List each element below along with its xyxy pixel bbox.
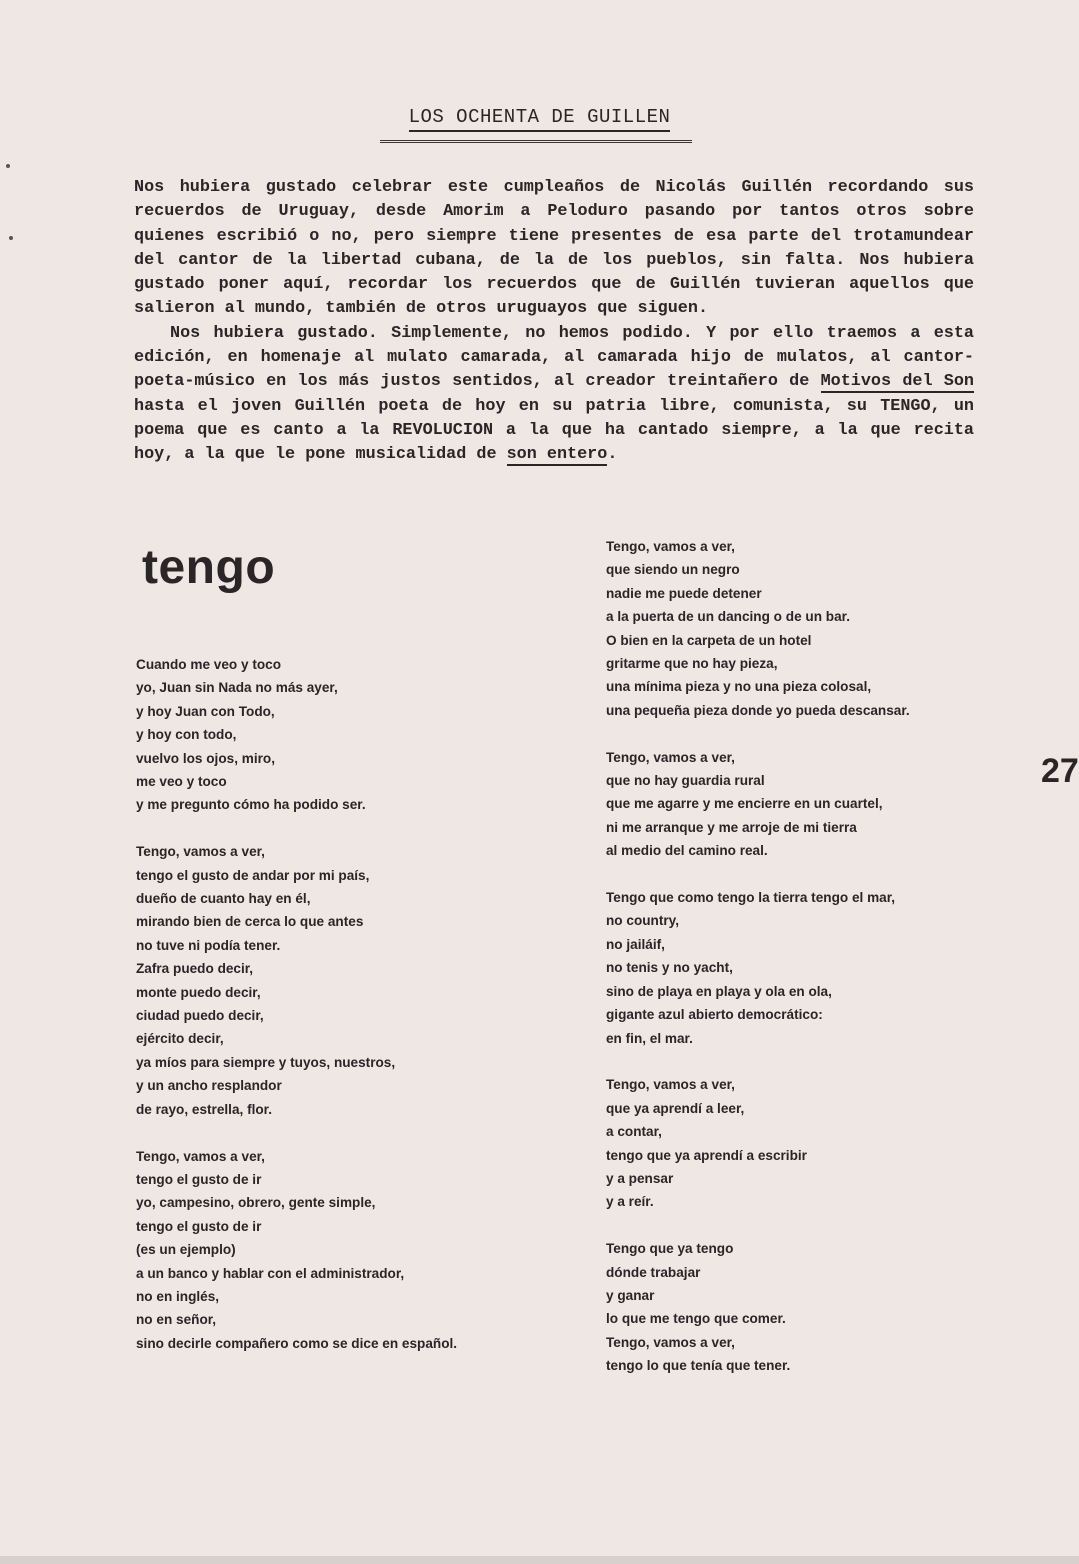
poem-line: O bien en la carpeta de un hotel <box>606 632 812 648</box>
poem-line: gritarme que no hay pieza, <box>606 656 778 672</box>
article-title <box>0 106 1079 132</box>
poem-title: tengo <box>142 541 276 594</box>
poem-line: tengo el gusto de andar por mi país, <box>136 867 370 883</box>
son-entero-title: son entero <box>506 445 608 465</box>
poem-line: y ganar <box>606 1287 655 1303</box>
poem-line: y hoy Juan con Todo, <box>136 703 275 719</box>
poem-line: Tengo, vamos a ver, <box>606 1334 735 1350</box>
poem-line: Zafra puedo decir, <box>136 961 254 977</box>
intro-text-b: hasta el joven Guillén poeta de hoy en su patria libre, comunista, su TENGO, un poema que es canto a la REVOLUCION a la que ha cantado siempre, a la que recita hoy, a la que le pone musicalidad de <box>134 396 974 465</box>
motivos-del-son-title: Motivos del Son <box>820 372 975 392</box>
poem-line: a un banco y hablar con el administrador, <box>136 1265 405 1281</box>
poem-line: tengo el gusto de ir <box>136 1171 262 1187</box>
poem-line: y a pensar <box>606 1170 674 1186</box>
page-edge <box>0 1556 1079 1564</box>
poem-line: y un ancho resplandor <box>136 1078 282 1094</box>
poem-line: que siendo un negro <box>606 562 740 578</box>
poem-line: ejército decir, <box>136 1031 224 1047</box>
poem-line: y me pregunto cómo ha podido ser. <box>136 797 366 813</box>
intro-paragraph-1: Nos hubiera gustado celebrar este cumpleaños de Nicolás Guillén recordando sus recuerdos de Uruguay, desde Amorim a Peloduro pasando por tantos otros sobre quienes escribió o no, pero siempre tiene presentes de esa parte del trotamundear del cantor de la libertad cubana, de la de los pueblos, sin falta. Nos hubiera gustado poner aquí, recordar los recuerdos que de Guillén tuvieran aquellos que salieron al mundo, también de otros uruguayos que siguen. <box>134 178 974 319</box>
poem-line: no en señor, <box>136 1312 217 1328</box>
poem-line: que me agarre y me encierre en un cuartel, <box>606 796 883 812</box>
title-rule <box>380 140 692 143</box>
poem-line: dueño de cuanto hay en él, <box>136 891 311 907</box>
poem-line: ciudad puedo decir, <box>136 1008 264 1024</box>
poem-line: en fin, el mar. <box>606 1030 693 1046</box>
margin-speck <box>9 236 13 240</box>
poem-line: mirando bien de cerca lo que antes <box>136 914 364 930</box>
poem-line: que ya aprendí a leer, <box>606 1100 745 1116</box>
poem-line: Tengo, vamos a ver, <box>606 539 735 554</box>
poem-line: no country, <box>606 913 679 929</box>
poem-stanza <box>136 840 576 1121</box>
poem-line: ni me arranque y me arroje de mi tierra <box>606 819 857 835</box>
poem-line: una mínima pieza y no una pieza colosal, <box>606 679 872 695</box>
poem-left-column <box>136 653 576 1379</box>
poem-line: una pequeña pieza donde yo pueda descansar. <box>606 702 910 718</box>
poem-line: tengo el gusto de ir <box>136 1218 262 1234</box>
poem-line: y a reír. <box>606 1194 654 1210</box>
poem-line: ya míos para siempre y tuyos, nuestros, <box>136 1054 396 1070</box>
poem-line: tengo que ya aprendí a escribir <box>606 1147 807 1163</box>
article-title-text: LOS OCHENTA DE GUILLEN <box>409 106 671 132</box>
poem-line: sino decirle compañero como se dice en español. <box>136 1335 458 1351</box>
poem-stanza <box>606 535 1036 722</box>
poem-line: Tengo, vamos a ver, <box>136 1148 265 1164</box>
poem-line: (es un ejemplo) <box>136 1242 236 1258</box>
poem-line: no jailáif, <box>606 936 665 952</box>
poem-line: a la puerta de un dancing o de un bar. <box>606 609 850 625</box>
poem-stanza <box>606 886 1036 1050</box>
poem-line: dónde trabajar <box>606 1264 701 1280</box>
poem-line: tengo lo que tenía que tener. <box>606 1358 791 1374</box>
poem-stanza <box>136 1145 576 1356</box>
intro-text-c: . <box>607 445 618 465</box>
poem-line: que no hay guardia rural <box>606 773 765 789</box>
poem-stanza <box>606 746 1036 863</box>
poem-line: no tuve ni podía tener. <box>136 937 281 953</box>
poem-line: no en inglés, <box>136 1288 220 1304</box>
poem-line: yo, Juan sin Nada no más ayer, <box>136 680 338 696</box>
page-number: 27 <box>1041 752 1079 790</box>
poem-line: monte puedo decir, <box>136 984 261 1000</box>
poem-line: sino de playa en playa y ola en ola, <box>606 983 832 999</box>
poem-line: me veo y toco <box>136 774 227 790</box>
poem-stanza <box>606 1073 1036 1213</box>
poem-line: Cuando me veo y toco <box>136 657 282 672</box>
poem-line: Tengo que como tengo la tierra tengo el mar, <box>606 890 896 906</box>
poem-line: a contar, <box>606 1124 662 1140</box>
poem-stanza <box>606 1237 1036 1377</box>
poem-line: Tengo, vamos a ver, <box>136 844 265 860</box>
poem-line: yo, campesino, obrero, gente simple, <box>136 1195 376 1211</box>
poem-line: al medio del camino real. <box>606 843 768 859</box>
poem-line: no tenis y no yacht, <box>606 960 733 976</box>
margin-speck <box>6 164 10 168</box>
intro-text <box>134 176 974 468</box>
poem-line: Tengo, vamos a ver, <box>606 749 735 765</box>
intro-text-a: Nos hubiera gustado. Simplemente, no hemos podido. Y por ello traemos a esta edición, en homenaje al mulato camarada, al camarada hijo de mulatos, al cantor-poeta-músico en los más justos sentidos, al creador treintañero de <box>134 323 974 392</box>
poem-line: Tengo que ya tengo <box>606 1241 734 1257</box>
poem-line: y hoy con todo, <box>136 727 237 743</box>
intro-paragraph-2 <box>134 322 974 468</box>
poem-line: nadie me puede detener <box>606 585 762 601</box>
poem-right-column <box>606 535 1036 1401</box>
poem-line: de rayo, estrella, flor. <box>136 1101 272 1117</box>
poem-line: vuelvo los ojos, miro, <box>136 750 275 766</box>
poem-line: lo que me tengo que comer. <box>606 1311 786 1327</box>
poem-line: Tengo, vamos a ver, <box>606 1077 735 1093</box>
poem-stanza <box>136 653 576 817</box>
poem-line: gigante azul abierto democrático: <box>606 1007 823 1023</box>
